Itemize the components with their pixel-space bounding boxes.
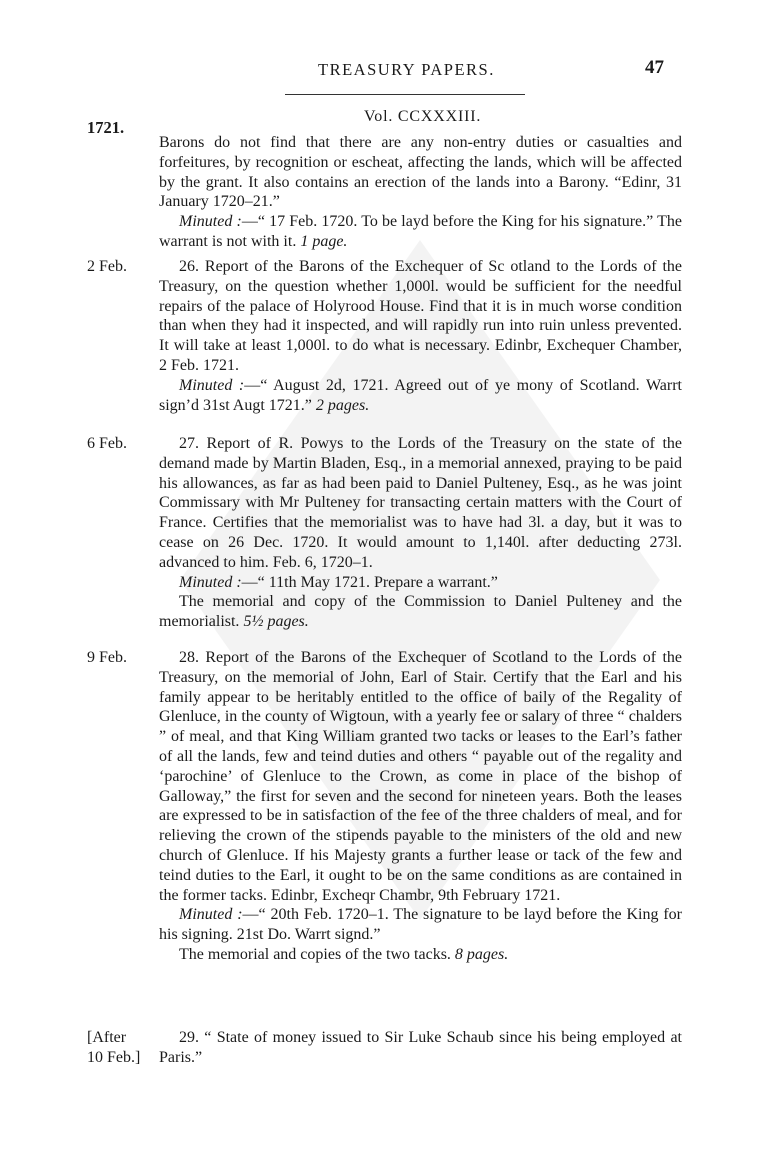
date-line: 10 Feb.] (87, 1048, 141, 1066)
entry-body-text: 26. Report of the Barons of the Exchequer of Sc otland to the Lords of the Treasury, on the question whether 1,000l. would be sufficient for the needful repairs of the palace of Holyrood House. Find that it is in much worse condition than when they had it inspected, and will rapidly run into ruin unless prevented. It will take at least 1,000l. to do what is necessary. Edinbr, Exchequer Chamber, 2 Feb. 1721. (159, 258, 682, 374)
minuted-text: —“ 17 Feb. 1720. To be layd before the King for his signature.” The warrant is not with it. (159, 213, 683, 250)
date-line: [After (87, 1029, 127, 1046)
page-count: 5½ pages. (243, 613, 309, 631)
running-title: TREASURY PAPERS. (318, 60, 495, 79)
minuted-label: Minuted : (179, 573, 242, 591)
minuted-label: Minuted : (179, 376, 245, 394)
entry-26-date: 2 Feb. (87, 258, 127, 275)
margin-year: 1721. (87, 118, 125, 137)
entry-minute (159, 376, 682, 416)
minuted-text: —“ August 2d, 1721. Agreed out of ye mony of Scotland. Warrt sign’d 31st Augt 1721.” (159, 376, 682, 414)
minuted-label: Minuted : (179, 213, 242, 231)
page-count: 2 pages. (315, 396, 370, 414)
entry-26 (159, 257, 682, 415)
page-count: 8 pages. (454, 945, 509, 963)
entry-note (159, 592, 682, 632)
entry-28 (159, 648, 682, 965)
entry-note (159, 945, 682, 965)
entry-body-text: 27. Report of R. Powys to the Lords of the Treasury on the state of the demand made by Martin Bladen, Esq., in a memorial annexed, praying to be paid his allowances, as far as had been paid to Daniel Pulteney, Esq., as he was joint Commissary with Mr Pulteney for transacting certain matters with the Court of France. Certifies that the memorialist was to have had 3l. a day, but it was to cease on 26 Dec. 1720. It would amount to 1,140l. after deducting 273l. advanced to him. Feb. 6, 1720–1. (159, 435, 682, 571)
minuted-label: Minuted : (179, 906, 243, 924)
page-count: 1 page. (300, 232, 348, 250)
entry-27-date: 6 Feb. (87, 435, 127, 452)
running-head (0, 57, 768, 86)
volume-heading: Vol. CCXXXIII. (364, 108, 482, 125)
entry-29-date (87, 1028, 140, 1068)
minuted-text: —“ 11th May 1721. Prepare a warrant.” (241, 573, 498, 591)
entry-minute (159, 905, 682, 945)
entry-28-date: 9 Feb. (87, 649, 127, 666)
note-text: The memorial and copy of the Commission to Daniel Pulteney and the memorialist. (159, 593, 682, 631)
entry-body-text: 29. “ State of money issued to Sir Luke Schaub since his being employed at Paris.” (159, 1029, 682, 1066)
entry-29 (159, 1028, 682, 1068)
entry-continuation-body (159, 133, 682, 252)
entry-minute (159, 212, 682, 252)
entry-minute (159, 573, 682, 593)
entry-body-text: Barons do not find that there are any non-entry duties or casualties and forfeitures, by recognition or escheat, affecting the lands, which will be affected by the grant. It also contains an erection of the lands into a Barony. “Edinr, 31 January 1720–21.” (159, 134, 682, 211)
entry-27 (159, 434, 682, 632)
minuted-text: —“ 20th Feb. 1720–1. The signature to be layd before the King for his signing. 21st Do. Warrt signd.” (159, 906, 682, 944)
page-number: 47 (645, 57, 664, 78)
header-rule (285, 94, 525, 95)
entry-body-text: 28. Report of the Barons of the Exchequer of Scotland to the Lords of the Treasury, on the memorial of John, Earl of Stair. Certify that the Earl and his family appear to be heritably entitled to the office of baily of the Regality of Glenluce, in the county of Wigtoun, with a yearly fee or salary of three “ chalders ” of meal, and that King William granted two tacks or leases to the Earl’s father of all the lands, few and teind duties and others “ payable out of the regality and ‘parochine’ of Glenluce to the Crown, as come in place of the bishop of Galloway,” the first for seven and the second for nineteen years. Both the leases are expressed to be in satisfaction of the fee of the three chalders of meal, and for relieving the crown of the stipends payable to the ministers of the old and new church of Glenluce. If his Majesty grants a further lease or tack of the few and teind duties to the Earl, it ought to be on the same conditions as are contained in the former tacks. Edinbr, Excheqr Chambr, 9th February 1721. (159, 649, 682, 904)
note-text: The memorial and copies of the two tacks. (179, 945, 451, 963)
